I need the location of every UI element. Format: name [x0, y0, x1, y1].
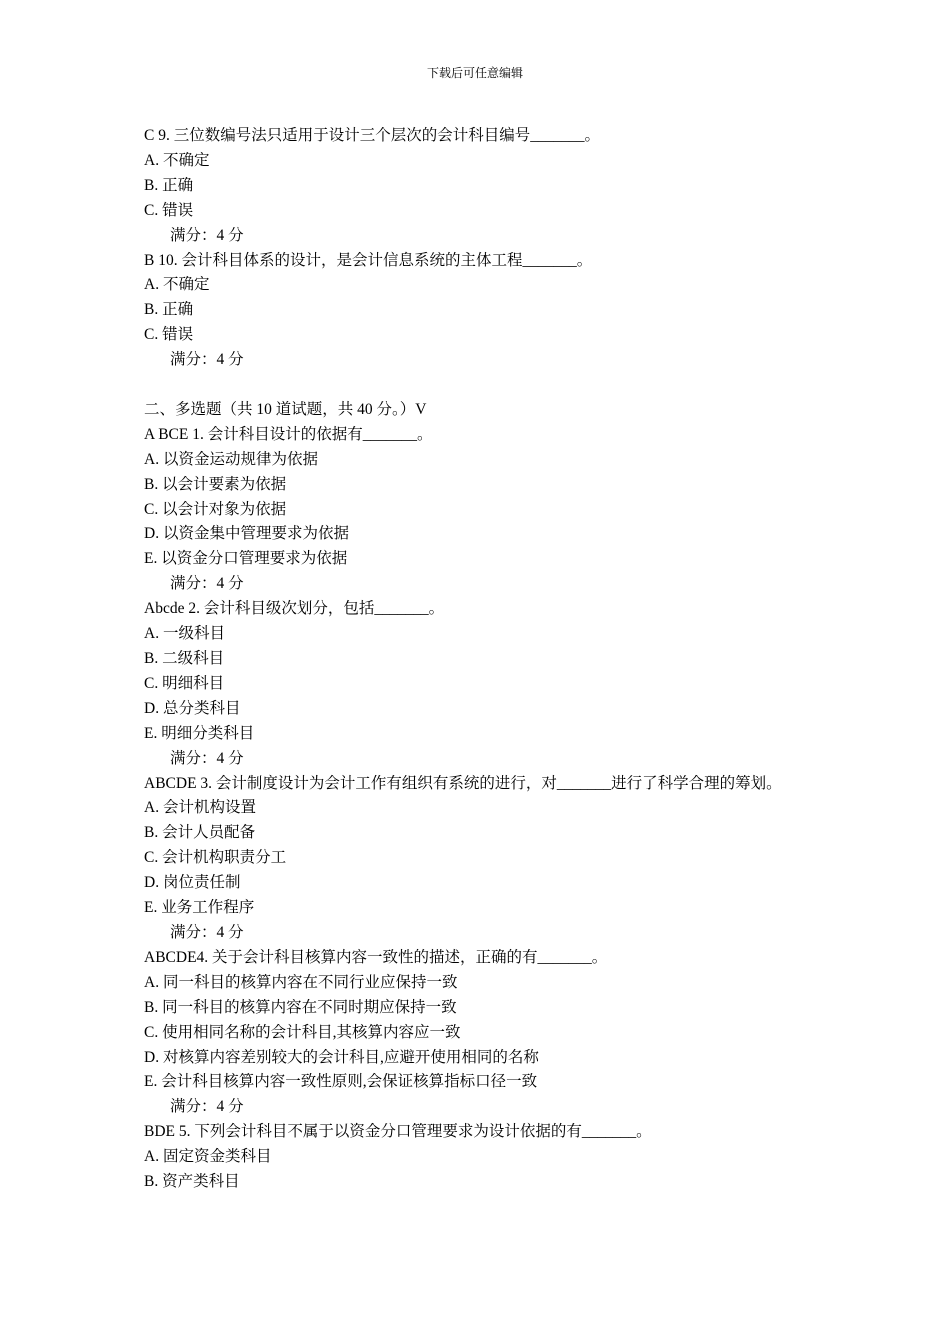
score-text: 满分：4 分 [170, 749, 244, 767]
question-5: BDE 5. 下列会计科目不属于以资金分口管理要求为设计依据的有_______。 [144, 1123, 652, 1141]
option-e: E. 以资金分口管理要求为依据 [144, 550, 348, 568]
option-a: A. 会计机构设置 [144, 799, 256, 817]
option-b: B. 二级科目 [144, 650, 225, 668]
question-2: Abcde 2. 会计科目级次划分，包括_______。 [144, 600, 445, 618]
option-c: C. 错误 [144, 201, 194, 219]
score-text: 满分：4 分 [170, 226, 244, 244]
score-text: 满分：4 分 [170, 923, 244, 941]
question-3: ABCDE 3. 会计制度设计为会计工作有组织有系统的进行，对_______进行了科学合理的筹划。 [144, 774, 782, 792]
option-c: C. 会计机构职责分工 [144, 849, 287, 867]
option-c: C. 使用相同名称的会计科目,其核算内容应一致 [144, 1023, 461, 1041]
option-a: A. 不确定 [144, 151, 210, 169]
question-4: ABCDE4. 关于会计科目核算内容一致性的描述，正确的有_______。 [144, 948, 608, 966]
score-text: 满分：4 分 [170, 351, 244, 369]
score-text: 满分：4 分 [170, 575, 244, 593]
option-d: D. 总分类科目 [144, 699, 241, 717]
option-d: D. 对核算内容差别较大的会计科目,应避开使用相同的名称 [144, 1048, 539, 1066]
option-d: D. 岗位责任制 [144, 874, 241, 892]
option-d: D. 以资金集中管理要求为依据 [144, 525, 349, 543]
score-text: 满分：4 分 [170, 1098, 244, 1116]
spacer [144, 373, 814, 398]
option-c: C. 错误 [144, 326, 194, 344]
option-e: E. 业务工作程序 [144, 899, 255, 917]
option-a: A. 一级科目 [144, 625, 225, 643]
option-b: B. 以会计要素为依据 [144, 475, 287, 493]
option-b: B. 正确 [144, 176, 194, 194]
question-9: C 9. 三位数编号法只适用于设计三个层次的会计科目编号_______。 [144, 127, 600, 144]
option-b: B. 资产类科目 [144, 1173, 240, 1191]
option-a: A. 同一科目的核算内容在不同行业应保持一致 [144, 973, 458, 991]
option-a: A. 不确定 [144, 276, 210, 294]
page-header: 下载后可任意编辑 [426, 66, 523, 80]
option-c: C. 以会计对象为依据 [144, 500, 287, 518]
document-body [144, 124, 814, 1195]
section-heading-multiple-choice: 二、多选题（共 10 道试题，共 40 分。）V [144, 400, 427, 418]
option-e: E. 明细分类科目 [144, 724, 255, 742]
option-a: A. 固定资金类科目 [144, 1148, 272, 1166]
option-b: B. 同一科目的核算内容在不同时期应保持一致 [144, 998, 457, 1016]
option-a: A. 以资金运动规律为依据 [144, 450, 318, 468]
question-1: A BCE 1. 会计科目设计的依据有_______。 [144, 425, 433, 443]
option-b: B. 正确 [144, 301, 194, 319]
option-e: E. 会计科目核算内容一致性原则,会保证核算指标口径一致 [144, 1073, 538, 1091]
option-b: B. 会计人员配备 [144, 824, 256, 842]
option-c: C. 明细科目 [144, 674, 225, 692]
question-10: B 10. 会计科目体系的设计，是会计信息系统的主体工程_______。 [144, 251, 593, 269]
